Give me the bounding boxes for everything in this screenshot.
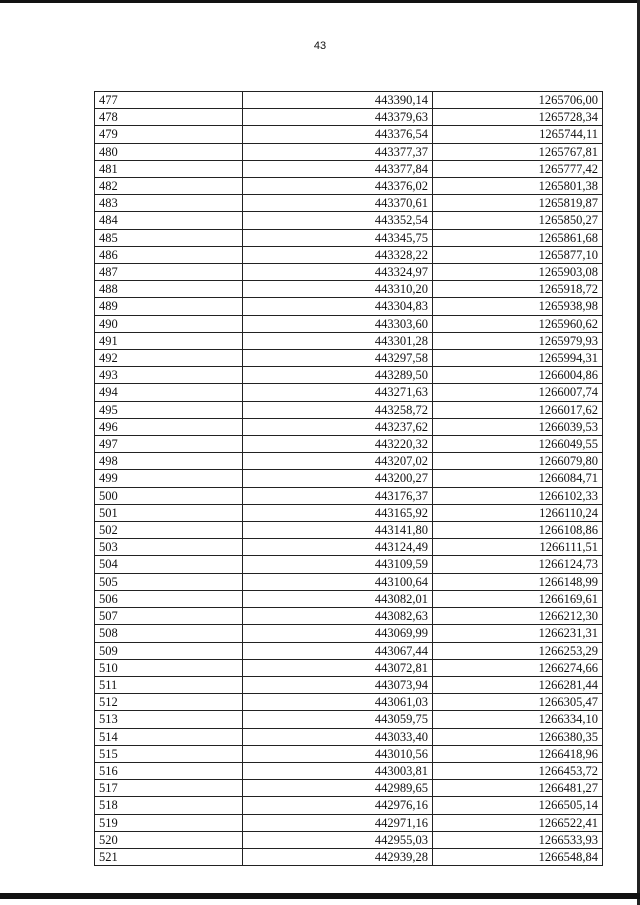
x-coordinate-cell: 443082,63 (243, 608, 433, 625)
x-coordinate-cell: 443200,27 (243, 470, 433, 487)
point-number-cell: 487 (95, 264, 243, 281)
y-coordinate-cell: 1266079,80 (433, 453, 603, 470)
point-number-cell: 491 (95, 332, 243, 349)
table-row (95, 212, 603, 229)
table-row (95, 848, 603, 865)
point-number-cell: 481 (95, 160, 243, 177)
point-number-cell: 482 (95, 178, 243, 195)
x-coordinate-cell: 443176,37 (243, 487, 433, 504)
y-coordinate-cell: 1265728,34 (433, 109, 603, 126)
point-number-cell: 483 (95, 195, 243, 212)
point-number-cell: 502 (95, 522, 243, 539)
x-coordinate-cell: 443100,64 (243, 573, 433, 590)
point-number-cell: 518 (95, 797, 243, 814)
table-row (95, 831, 603, 848)
point-number-cell: 520 (95, 831, 243, 848)
table-row (95, 246, 603, 263)
point-number-cell: 509 (95, 642, 243, 659)
x-coordinate-cell: 443207,02 (243, 453, 433, 470)
y-coordinate-cell: 1266548,84 (433, 848, 603, 865)
table-row (95, 797, 603, 814)
y-coordinate-cell: 1266110,24 (433, 504, 603, 521)
table-row (95, 745, 603, 762)
y-coordinate-cell: 1265877,10 (433, 246, 603, 263)
point-number-cell: 513 (95, 711, 243, 728)
table-row (95, 126, 603, 143)
point-number-cell: 504 (95, 556, 243, 573)
x-coordinate-cell: 443379,63 (243, 109, 433, 126)
table-row (95, 229, 603, 246)
point-number-cell: 493 (95, 367, 243, 384)
y-coordinate-cell: 1265903,08 (433, 264, 603, 281)
x-coordinate-cell: 443370,61 (243, 195, 433, 212)
table-row (95, 109, 603, 126)
coordinates-table-body (95, 92, 603, 866)
table-row (95, 522, 603, 539)
table-row (95, 608, 603, 625)
y-coordinate-cell: 1266007,74 (433, 384, 603, 401)
table-row (95, 350, 603, 367)
point-number-cell: 488 (95, 281, 243, 298)
y-coordinate-cell: 1266253,29 (433, 642, 603, 659)
table-row (95, 298, 603, 315)
table-row (95, 762, 603, 779)
point-number-cell: 498 (95, 453, 243, 470)
point-number-cell: 500 (95, 487, 243, 504)
x-coordinate-cell: 443072,81 (243, 659, 433, 676)
y-coordinate-cell: 1266481,27 (433, 780, 603, 797)
table-row (95, 367, 603, 384)
y-coordinate-cell: 1265850,27 (433, 212, 603, 229)
x-coordinate-cell: 443033,40 (243, 728, 433, 745)
x-coordinate-cell: 443289,50 (243, 367, 433, 384)
y-coordinate-cell: 1265767,81 (433, 143, 603, 160)
y-coordinate-cell: 1265994,31 (433, 350, 603, 367)
x-coordinate-cell: 443377,37 (243, 143, 433, 160)
x-coordinate-cell: 442939,28 (243, 848, 433, 865)
x-coordinate-cell: 443345,75 (243, 229, 433, 246)
y-coordinate-cell: 1266334,10 (433, 711, 603, 728)
x-coordinate-cell: 442976,16 (243, 797, 433, 814)
table-row (95, 195, 603, 212)
point-number-cell: 478 (95, 109, 243, 126)
point-number-cell: 485 (95, 229, 243, 246)
table-row (95, 178, 603, 195)
y-coordinate-cell: 1266522,41 (433, 814, 603, 831)
y-coordinate-cell: 1265979,93 (433, 332, 603, 349)
point-number-cell: 512 (95, 694, 243, 711)
table-row (95, 780, 603, 797)
y-coordinate-cell: 1266111,51 (433, 539, 603, 556)
point-number-cell: 515 (95, 745, 243, 762)
x-coordinate-cell: 443061,03 (243, 694, 433, 711)
table-row (95, 160, 603, 177)
table-row (95, 470, 603, 487)
table-row (95, 642, 603, 659)
x-coordinate-cell: 443352,54 (243, 212, 433, 229)
x-coordinate-cell: 443297,58 (243, 350, 433, 367)
y-coordinate-cell: 1266169,61 (433, 590, 603, 607)
point-number-cell: 519 (95, 814, 243, 831)
y-coordinate-cell: 1266274,66 (433, 659, 603, 676)
x-coordinate-cell: 442989,65 (243, 780, 433, 797)
coordinates-table (94, 91, 603, 866)
point-number-cell: 492 (95, 350, 243, 367)
point-number-cell: 503 (95, 539, 243, 556)
table-row (95, 453, 603, 470)
y-coordinate-cell: 1266453,72 (433, 762, 603, 779)
table-row (95, 143, 603, 160)
x-coordinate-cell: 443003,81 (243, 762, 433, 779)
y-coordinate-cell: 1266231,31 (433, 625, 603, 642)
y-coordinate-cell: 1265744,11 (433, 126, 603, 143)
table-row (95, 556, 603, 573)
scan-top-edge (0, 0, 640, 3)
point-number-cell: 477 (95, 92, 243, 109)
y-coordinate-cell: 1266039,53 (433, 418, 603, 435)
table-row (95, 625, 603, 642)
y-coordinate-cell: 1265918,72 (433, 281, 603, 298)
y-coordinate-cell: 1265938,98 (433, 298, 603, 315)
point-number-cell: 505 (95, 573, 243, 590)
y-coordinate-cell: 1266124,73 (433, 556, 603, 573)
x-coordinate-cell: 443376,02 (243, 178, 433, 195)
x-coordinate-cell: 443304,83 (243, 298, 433, 315)
x-coordinate-cell: 443324,97 (243, 264, 433, 281)
point-number-cell: 495 (95, 401, 243, 418)
x-coordinate-cell: 443124,49 (243, 539, 433, 556)
point-number-cell: 480 (95, 143, 243, 160)
x-coordinate-cell: 443237,62 (243, 418, 433, 435)
y-coordinate-cell: 1266004,86 (433, 367, 603, 384)
point-number-cell: 507 (95, 608, 243, 625)
x-coordinate-cell: 443220,32 (243, 436, 433, 453)
y-coordinate-cell: 1266148,99 (433, 573, 603, 590)
scan-bottom-edge (0, 893, 640, 899)
x-coordinate-cell: 443141,80 (243, 522, 433, 539)
point-number-cell: 497 (95, 436, 243, 453)
point-number-cell: 508 (95, 625, 243, 642)
x-coordinate-cell: 443067,44 (243, 642, 433, 659)
x-coordinate-cell: 443069,99 (243, 625, 433, 642)
point-number-cell: 510 (95, 659, 243, 676)
x-coordinate-cell: 443082,01 (243, 590, 433, 607)
table-row (95, 332, 603, 349)
table-row (95, 573, 603, 590)
x-coordinate-cell: 442955,03 (243, 831, 433, 848)
x-coordinate-cell: 443301,28 (243, 332, 433, 349)
point-number-cell: 479 (95, 126, 243, 143)
table-row (95, 384, 603, 401)
table-row (95, 676, 603, 693)
y-coordinate-cell: 1266533,93 (433, 831, 603, 848)
x-coordinate-cell: 443271,63 (243, 384, 433, 401)
point-number-cell: 486 (95, 246, 243, 263)
x-coordinate-cell: 443010,56 (243, 745, 433, 762)
x-coordinate-cell: 443073,94 (243, 676, 433, 693)
y-coordinate-cell: 1266305,47 (433, 694, 603, 711)
table-row (95, 504, 603, 521)
page-number: 43 (313, 40, 327, 52)
point-number-cell: 494 (95, 384, 243, 401)
x-coordinate-cell: 443310,20 (243, 281, 433, 298)
y-coordinate-cell: 1265819,87 (433, 195, 603, 212)
y-coordinate-cell: 1266102,33 (433, 487, 603, 504)
y-coordinate-cell: 1265960,62 (433, 315, 603, 332)
x-coordinate-cell: 443328,22 (243, 246, 433, 263)
x-coordinate-cell: 442971,16 (243, 814, 433, 831)
table-row (95, 315, 603, 332)
y-coordinate-cell: 1265706,00 (433, 92, 603, 109)
table-row (95, 436, 603, 453)
x-coordinate-cell: 443376,54 (243, 126, 433, 143)
y-coordinate-cell: 1266084,71 (433, 470, 603, 487)
table-row (95, 694, 603, 711)
table-row (95, 539, 603, 556)
x-coordinate-cell: 443059,75 (243, 711, 433, 728)
x-coordinate-cell: 443390,14 (243, 92, 433, 109)
y-coordinate-cell: 1266418,96 (433, 745, 603, 762)
table-row (95, 728, 603, 745)
point-number-cell: 514 (95, 728, 243, 745)
x-coordinate-cell: 443303,60 (243, 315, 433, 332)
x-coordinate-cell: 443109,59 (243, 556, 433, 573)
y-coordinate-cell: 1266017,62 (433, 401, 603, 418)
x-coordinate-cell: 443377,84 (243, 160, 433, 177)
point-number-cell: 496 (95, 418, 243, 435)
point-number-cell: 489 (95, 298, 243, 315)
table-row (95, 590, 603, 607)
x-coordinate-cell: 443165,92 (243, 504, 433, 521)
y-coordinate-cell: 1266049,55 (433, 436, 603, 453)
y-coordinate-cell: 1266281,44 (433, 676, 603, 693)
point-number-cell: 501 (95, 504, 243, 521)
point-number-cell: 517 (95, 780, 243, 797)
x-coordinate-cell: 443258,72 (243, 401, 433, 418)
table-row (95, 814, 603, 831)
table-row (95, 401, 603, 418)
y-coordinate-cell: 1266380,35 (433, 728, 603, 745)
y-coordinate-cell: 1266212,30 (433, 608, 603, 625)
y-coordinate-cell: 1266108,86 (433, 522, 603, 539)
table-row (95, 92, 603, 109)
point-number-cell: 516 (95, 762, 243, 779)
point-number-cell: 484 (95, 212, 243, 229)
table-row (95, 711, 603, 728)
table-row (95, 659, 603, 676)
point-number-cell: 506 (95, 590, 243, 607)
y-coordinate-cell: 1265801,38 (433, 178, 603, 195)
y-coordinate-cell: 1265861,68 (433, 229, 603, 246)
point-number-cell: 511 (95, 676, 243, 693)
point-number-cell: 521 (95, 848, 243, 865)
y-coordinate-cell: 1266505,14 (433, 797, 603, 814)
table-row (95, 418, 603, 435)
point-number-cell: 499 (95, 470, 243, 487)
table-row (95, 264, 603, 281)
table-row (95, 487, 603, 504)
table-row (95, 281, 603, 298)
point-number-cell: 490 (95, 315, 243, 332)
y-coordinate-cell: 1265777,42 (433, 160, 603, 177)
